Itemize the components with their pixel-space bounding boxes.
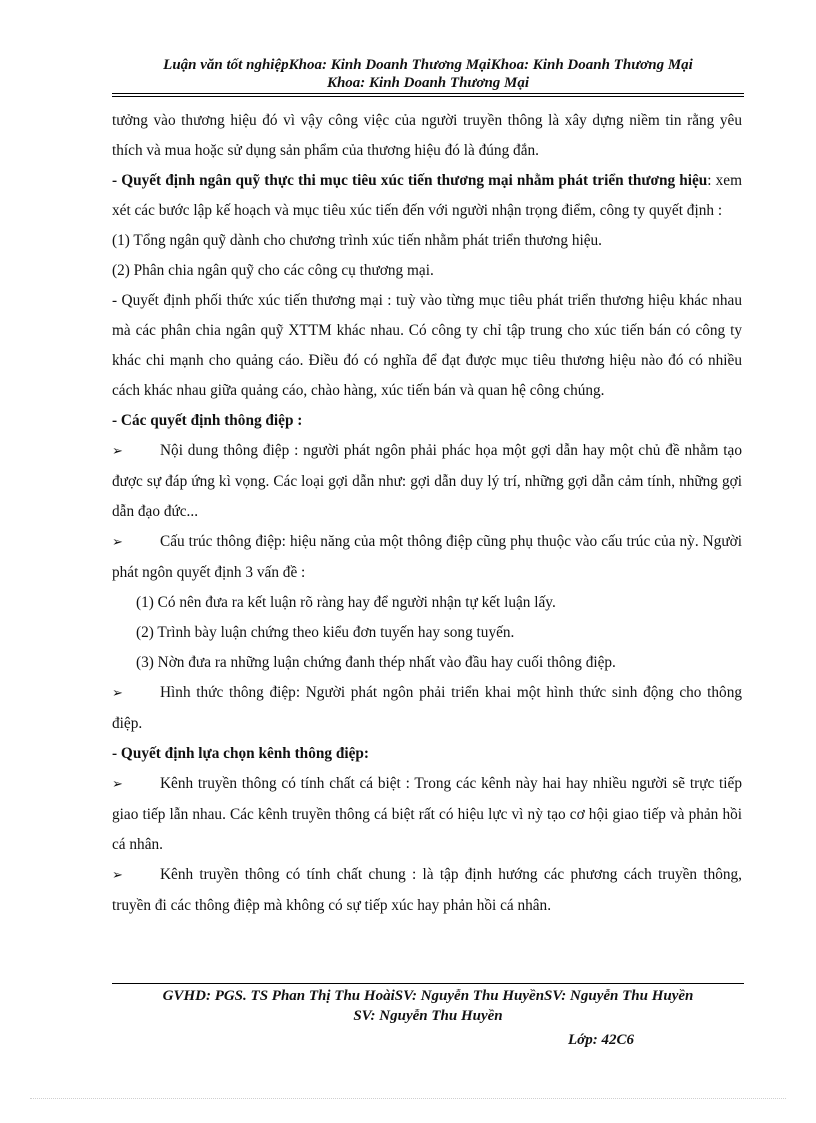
section-heading: - Quyết định lựa chọn kênh thông điệp: — [112, 745, 369, 762]
sub-list-item: (2) Trình bày luận chứng theo kiểu đơn tuyến hay song tuyến. — [136, 624, 515, 641]
header-line-1: Luận văn tốt nghiệpKhoa: Kinh Doanh Thương MạiKhoa: Kinh Doanh Thương Mại — [163, 57, 693, 73]
bullet-item — [112, 678, 742, 739]
sub-list-item: (1) Có nên đưa ra kết luận rõ ràng hay để người nhận tự kết luận lấy. — [136, 594, 556, 611]
bullet-text: Kênh truyền thông có tính chất chung : là tập định hướng các phương cách truyền thông, truyền đi các thông điệp mà không có sự tiếp xúc hay phản hồi cá nhân. — [112, 866, 742, 914]
bullet-text: Kênh truyền thông có tính chất cá biệt : Trong các kênh này hai hay nhiều người sẽ trực tiếp giao tiếp lẫn nhau. Các kênh truyền thông cá biệt rất có hiệu lực vì nỳ tạo cơ hội giao tiếp và phản hồi cá nhân. — [112, 775, 742, 853]
list-item: (2) Phân chia ngân quỹ cho các công cụ thương mại. — [112, 262, 434, 279]
paragraph-budget — [112, 166, 742, 226]
page-bottom-border — [30, 1098, 786, 1099]
bullet-text: Cấu trúc thông điệp: hiệu năng của một thông điệp cũng phụ thuộc vào cấu trúc của nỳ. Người phát ngôn quyết định 3 vấn đề : — [112, 533, 742, 581]
section-heading: - Các quyết định thông điệp : — [112, 412, 303, 429]
arrow-bullet-icon: ➢ — [112, 686, 123, 701]
arrow-bullet-icon: ➢ — [112, 777, 123, 792]
class-label: Lớp: 42C6 — [568, 1032, 634, 1048]
arrow-bullet-icon: ➢ — [112, 868, 123, 883]
paragraph: tưởng vào thương hiệu đó vì vậy công việc của người truyền thông là xây dựng niềm tin rằng yêu thích và mua hoặc sử dụng sản phẩm của thương hiệu đó là đúng đắn. — [112, 112, 742, 159]
arrow-bullet-icon: ➢ — [112, 444, 123, 459]
paragraph-text: : xem xét các bước lập kế hoạch và mục tiêu xúc tiến đến với người nhận trọng điểm, công ty quyết định : — [112, 172, 742, 219]
list-item: (1) Tổng ngân quỹ dành cho chương trình xúc tiến nhằm phát triển thương hiệu. — [112, 232, 603, 249]
bullet-item — [112, 436, 742, 527]
bullet-item — [112, 527, 742, 588]
page-footer — [112, 986, 744, 1026]
footer-line-2: SV: Nguyễn Thu Huyền — [353, 1008, 503, 1024]
header-rule-double — [112, 96, 744, 97]
bullet-item — [112, 860, 742, 921]
footer-line-1: GVHD: PGS. TS Phan Thị Thu HoàiSV: Nguyễn Thu HuyềnSV: Nguyễn Thu Huyền — [162, 988, 694, 1004]
sub-list-item: (3) Nờn đưa ra những luận chứng đanh thép nhất vào đầu hay cuối thông điệp. — [136, 654, 616, 671]
document-body — [112, 106, 742, 921]
header-rule — [112, 93, 744, 94]
heading-inline: - Quyết định ngân quỹ thực thi mục tiêu xúc tiến thương mại nhằm phát triển thương hiệu — [112, 172, 708, 189]
page-header — [112, 56, 744, 92]
paragraph: - Quyết định phối thức xúc tiến thương mại : tuỳ vào từng mục tiêu phát triển thương hiệu khác nhau mà các phân chia ngân quỹ XTTM khác nhau. Có công ty chỉ tập trung cho xúc tiến bán có công ty khác chi mạnh cho quảng cáo. Điều đó có nghĩa để đạt được mục tiêu thương hiệu nào đó có nhiều cách khác nhau giữa quảng cáo, chào hàng, xúc tiến bán và quan hệ công chúng. — [112, 292, 742, 399]
footer-rule — [112, 983, 744, 984]
bullet-item — [112, 769, 742, 860]
header-line-2: Khoa: Kinh Doanh Thương Mại — [326, 75, 530, 91]
arrow-bullet-icon: ➢ — [112, 535, 123, 550]
bullet-text: Nội dung thông điệp : người phát ngôn phải phác họa một gợi dẫn hay một chủ đề nhằm tạo được sự đáp ứng kì vọng. Các loại gợi dẫn như: gợi dẫn duy lý trí, những gợi dẫn cảm tính, những gợi dẫn đạo đức... — [112, 442, 742, 520]
bullet-text: Hình thức thông điệp: Người phát ngôn phải triển khai một hình thức sinh động cho thông điệp. — [112, 684, 742, 732]
